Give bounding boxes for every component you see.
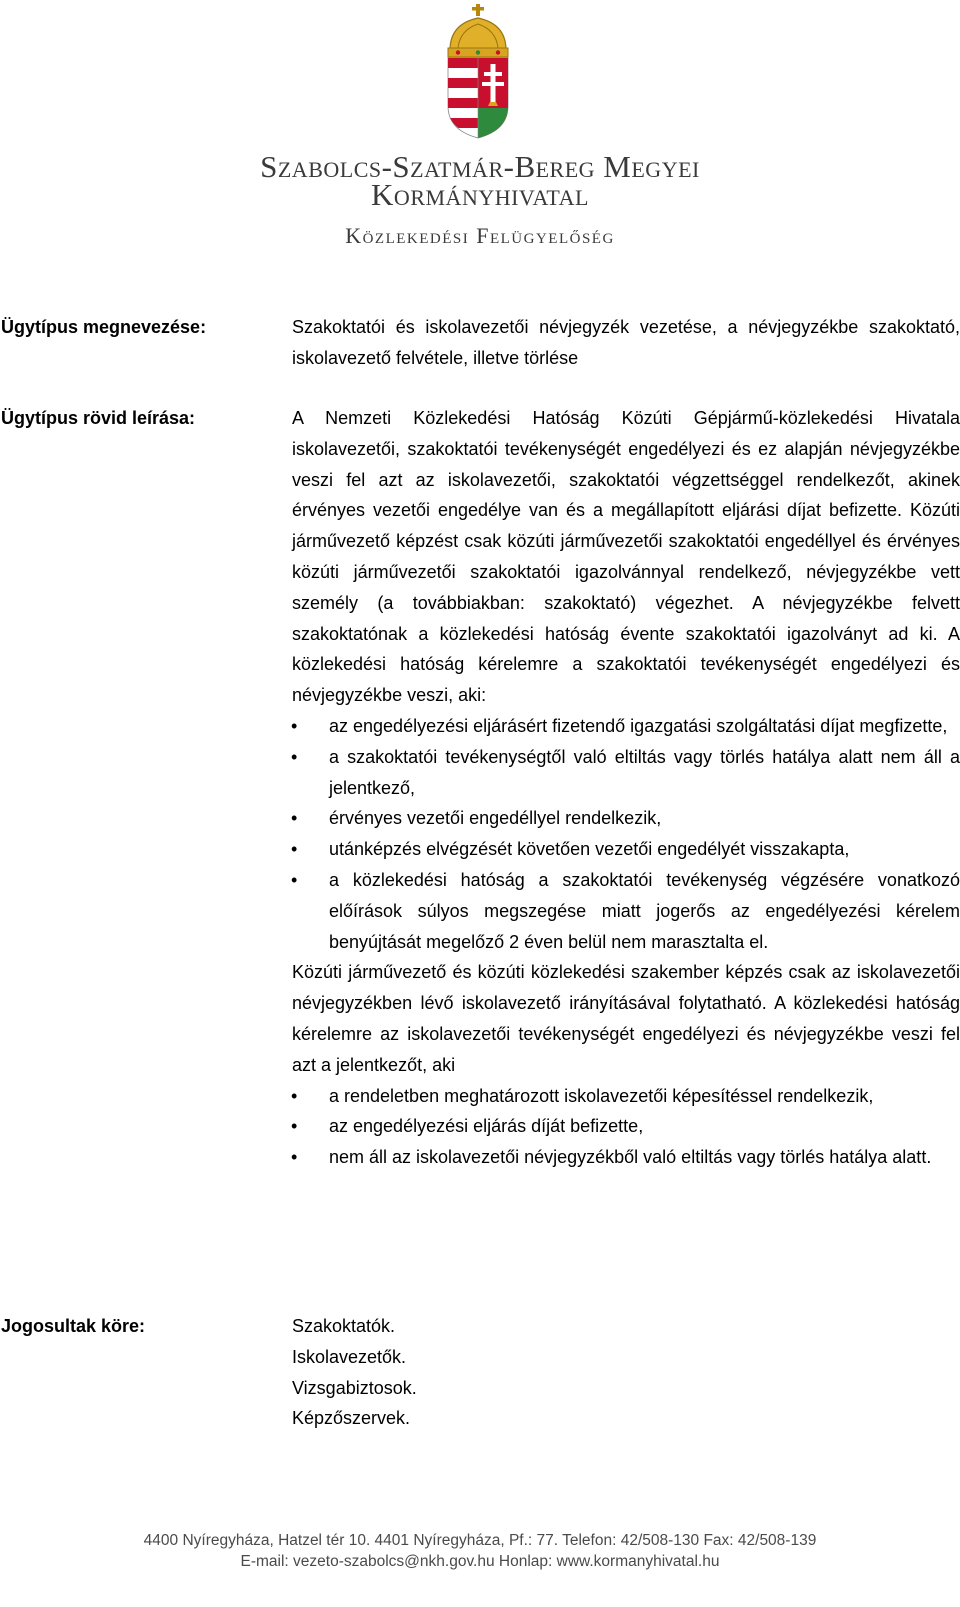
list-item: Iskolavezetők. xyxy=(292,1346,407,1367)
ugytipus-label: Ügytípus megnevezése: xyxy=(1,317,207,337)
leiras-middle: Közúti járművezető és közúti közlekedési szakember képzés csak az iskolavezetői névjegyzékben lévő iskolavezető irányításával folytatható. A közlekedési hatóság kérelemre az iskolavezetői tevékenységét engedélyezi és névjegyzékbe veszi fel azt a jelentkezőt, aki xyxy=(292,962,960,1075)
ugytipus-text: Szakoktatói és iskolavezetői névjegyzék vezetése, a névjegyzékbe szakoktató, iskolavezető felvétele, illetve törlése xyxy=(292,317,960,368)
footer-contact: E-mail: vezeto-szabolcs@nkh.gov.hu Honlap: www.kormanyhivatal.hu xyxy=(240,1553,720,1570)
list-item: • a rendeletben meghatározott iskolavezetői képesítéssel rendelkezik, xyxy=(292,1081,960,1112)
leiras-label: Ügytípus rövid leírása: xyxy=(1,408,196,428)
jogosultak-list xyxy=(292,1311,960,1434)
list-item: • nem áll az iskolavezetői névjegyzékből való eltiltás vagy törlés hatálya alatt. xyxy=(292,1142,960,1173)
list-item: • a közlekedési hatóság a szakoktatói tevékenység végzésére vonatkozó előírások súlyos megszegése miatt jogerős az engedélyezési kérelem benyújtását megelőző 2 éven belül nem marasztalta el. xyxy=(292,865,960,957)
leiras-intro: A Nemzeti Közlekedési Hatóság Közúti Gépjármű-közlekedési Hivatala iskolavezetői, szakoktatói tevékenységét engedélyezi és ez alapján névjegyzékbe veszi fel azt az iskolavezetői, szakoktatói végzettséggel rendelkezőt, akinek érvényes vezetői engedélye van és a megállapított eljárási díjat befizette. Közúti járművezető képzést csak közúti járművezetői szakoktatói engedéllyel és érvényes közúti járművezetői szakoktatói igazolvánnyal rendelkező, névjegyzékbe vett személy (a továbbiakban: szakoktató) végezhet. A névjegyzékbe felvett szakoktatónak a közlekedési hatóság évente szakoktatói igazolványt ad ki. A közlekedési hatóság kérelemre a szakoktatói tevékenységét engedélyezi és névjegyzékbe veszi, aki: xyxy=(292,408,960,706)
list-item: Vizsgabiztosok. xyxy=(292,1377,417,1398)
list-item: • az engedélyezési eljárásért fizetendő igazgatási szolgáltatási díjat megfizette, xyxy=(292,711,960,742)
org-name-line2: Kormányhivatal xyxy=(371,177,589,212)
org-department: Közlekedési Felügyelőség xyxy=(345,223,615,248)
leiras-block xyxy=(292,403,960,1173)
list-item: • a szakoktatói tevékenységtől való eltiltás vagy törlés hatálya alatt nem áll a jelentkező, xyxy=(292,742,960,804)
org-name-line1: Szabolcs-Szatmár-Bereg Megyei xyxy=(260,149,700,184)
coat-of-arms-logo xyxy=(444,2,512,140)
list-item: • az engedélyezési eljárás díját befizette, xyxy=(292,1111,960,1142)
footer-address: 4400 Nyíregyháza, Hatzel tér 10. 4401 Nyíregyháza, Pf.: 77. Telefon: 42/508-130 Fax: 42/508-139 xyxy=(143,1532,817,1549)
jogosultak-label: Jogosultak köre: xyxy=(1,1316,146,1336)
ugytipus-text-block xyxy=(292,312,960,374)
list-item: Szakoktatók. xyxy=(292,1316,396,1336)
list-item: • utánképzés elvégzését követően vezetői engedélyét visszakapta, xyxy=(292,834,960,865)
list-item: • érvényes vezetői engedéllyel rendelkezik, xyxy=(292,803,960,834)
list-item: Képzőszervek. xyxy=(292,1408,411,1429)
